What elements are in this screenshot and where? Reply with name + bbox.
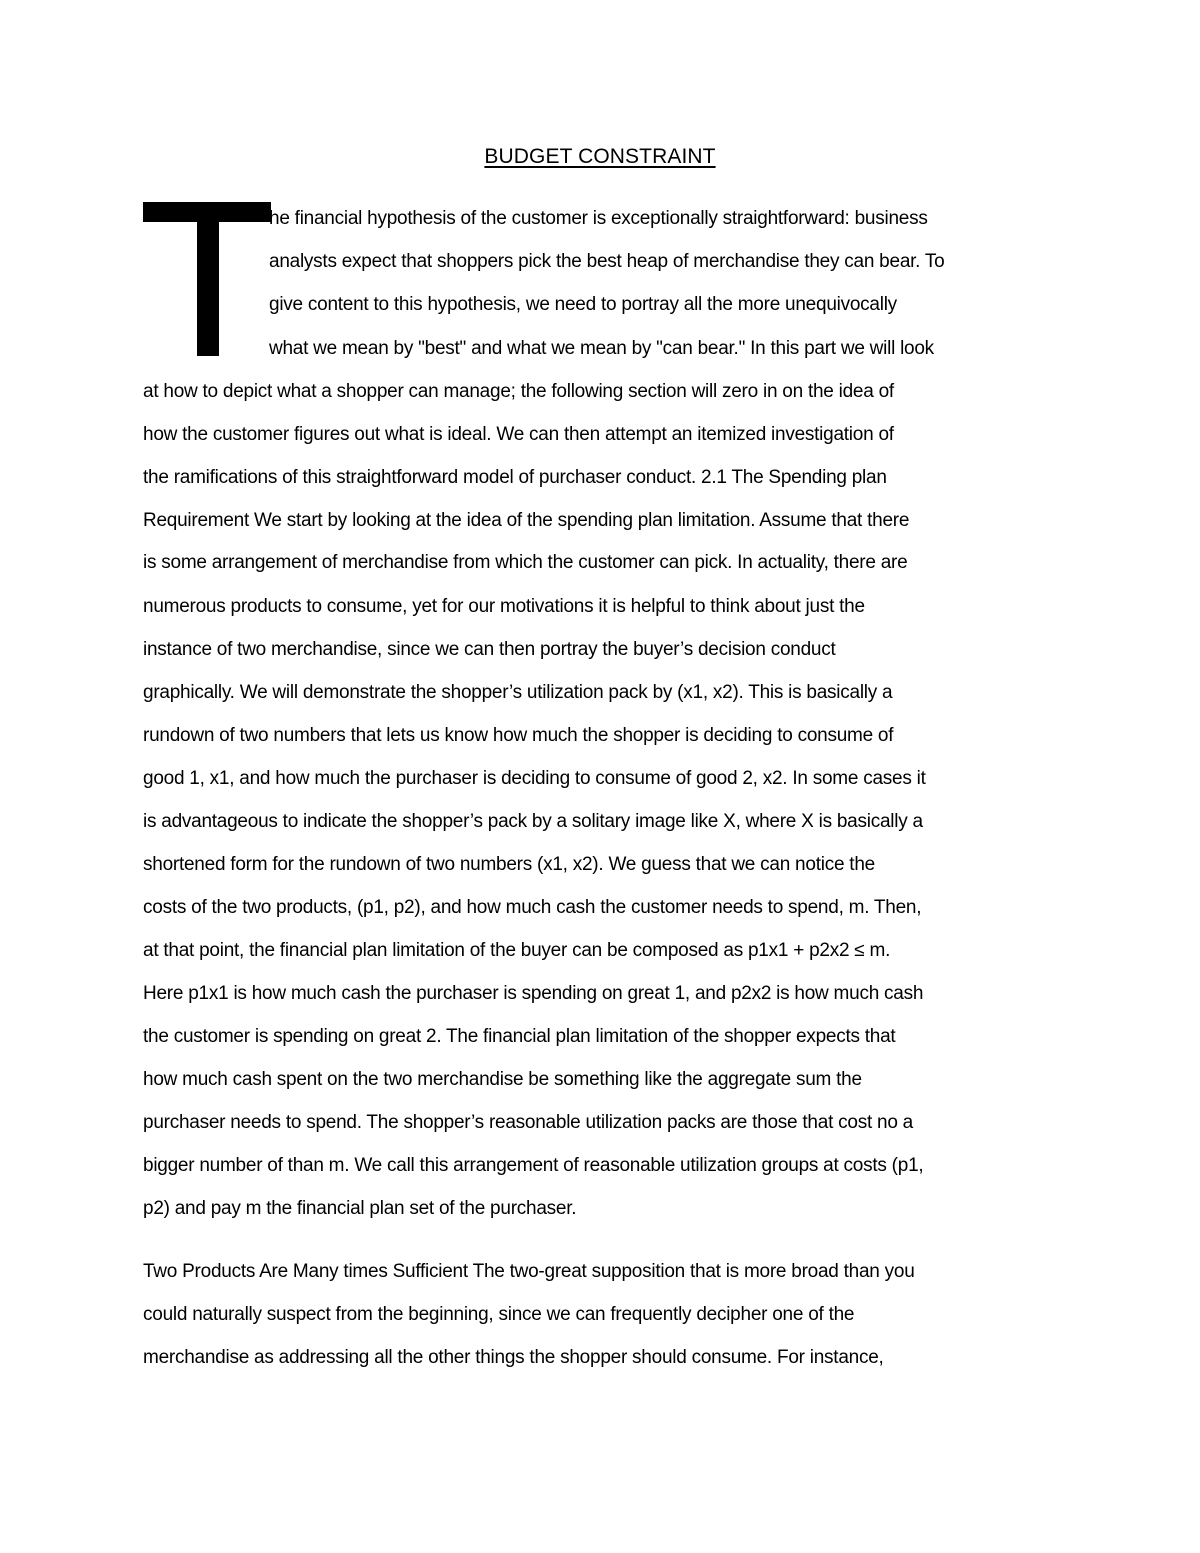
paragraph-line: at that point, the financial plan limitation of the buyer can be composed as p1x1 + p2x2 ≤ m. <box>143 940 891 961</box>
paragraph-line: the ramifications of this straightforward model of purchaser conduct. 2.1 The Spending plan <box>143 467 887 488</box>
paragraph-line: is some arrangement of merchandise from which the customer can pick. In actuality, there are <box>143 552 908 573</box>
paragraph-line: how much cash spent on the two merchandise be something like the aggregate sum the <box>143 1069 862 1090</box>
paragraph-line: what we mean by "best" and what we mean by "can bear." In this part we will look <box>269 338 934 359</box>
paragraph-line: shortened form for the rundown of two numbers (x1, x2). We guess that we can notice the <box>143 854 875 875</box>
paragraph-line: good 1, x1, and how much the purchaser is deciding to consume of good 2, x2. In some cases it <box>143 768 926 789</box>
paragraph-line: numerous products to consume, yet for our motivations it is helpful to think about just the <box>143 596 865 617</box>
paragraph-line: he financial hypothesis of the customer is exceptionally straightforward: business <box>269 208 928 229</box>
document-title: BUDGET CONSTRAINT <box>484 145 716 168</box>
paragraph-line: graphically. We will demonstrate the shopper’s utilization pack by (x1, x2). This is basically a <box>143 682 893 703</box>
paragraph-line: bigger number of than m. We call this arrangement of reasonable utilization groups at costs (p1, <box>143 1155 924 1176</box>
paragraph-line: is advantageous to indicate the shopper’s pack by a solitary image like X, where X is basically a <box>143 811 923 832</box>
paragraph-line: instance of two merchandise, since we can then portray the buyer’s decision conduct <box>143 639 836 660</box>
paragraph-line: the customer is spending on great 2. The financial plan limitation of the shopper expects that <box>143 1026 896 1047</box>
paragraph-line: p2) and pay m the financial plan set of the purchaser. <box>143 1198 577 1219</box>
drop-cap-letter <box>143 202 271 356</box>
paragraph-line: merchandise as addressing all the other things the shopper should consume. For instance, <box>143 1347 884 1368</box>
paragraph-line: analysts expect that shoppers pick the best heap of merchandise they can bear. To <box>269 251 945 272</box>
paragraph-line: costs of the two products, (p1, p2), and how much cash the customer needs to spend, m. Then, <box>143 897 922 918</box>
paragraph-line: at how to depict what a shopper can manage; the following section will zero in on the idea of <box>143 381 894 402</box>
paragraph-line: rundown of two numbers that lets us know how much the shopper is deciding to consume of <box>143 725 894 746</box>
paragraph-line: purchaser needs to spend. The shopper’s reasonable utilization packs are those that cost no a <box>143 1112 913 1133</box>
paragraph-line: could naturally suspect from the beginning, since we can frequently decipher one of the <box>143 1304 855 1325</box>
paragraph-line: how the customer figures out what is ideal. We can then attempt an itemized investigation of <box>143 424 894 445</box>
paragraph-line: Requirement We start by looking at the idea of the spending plan limitation. Assume that there <box>143 510 910 531</box>
paragraph-line: Two Products Are Many times Sufficient The two-great supposition that is more broad than you <box>143 1261 915 1282</box>
paragraph-line: Here p1x1 is how much cash the purchaser is spending on great 1, and p2x2 is how much cash <box>143 983 924 1004</box>
paragraph-line: give content to this hypothesis, we need to portray all the more unequivocally <box>269 294 897 315</box>
